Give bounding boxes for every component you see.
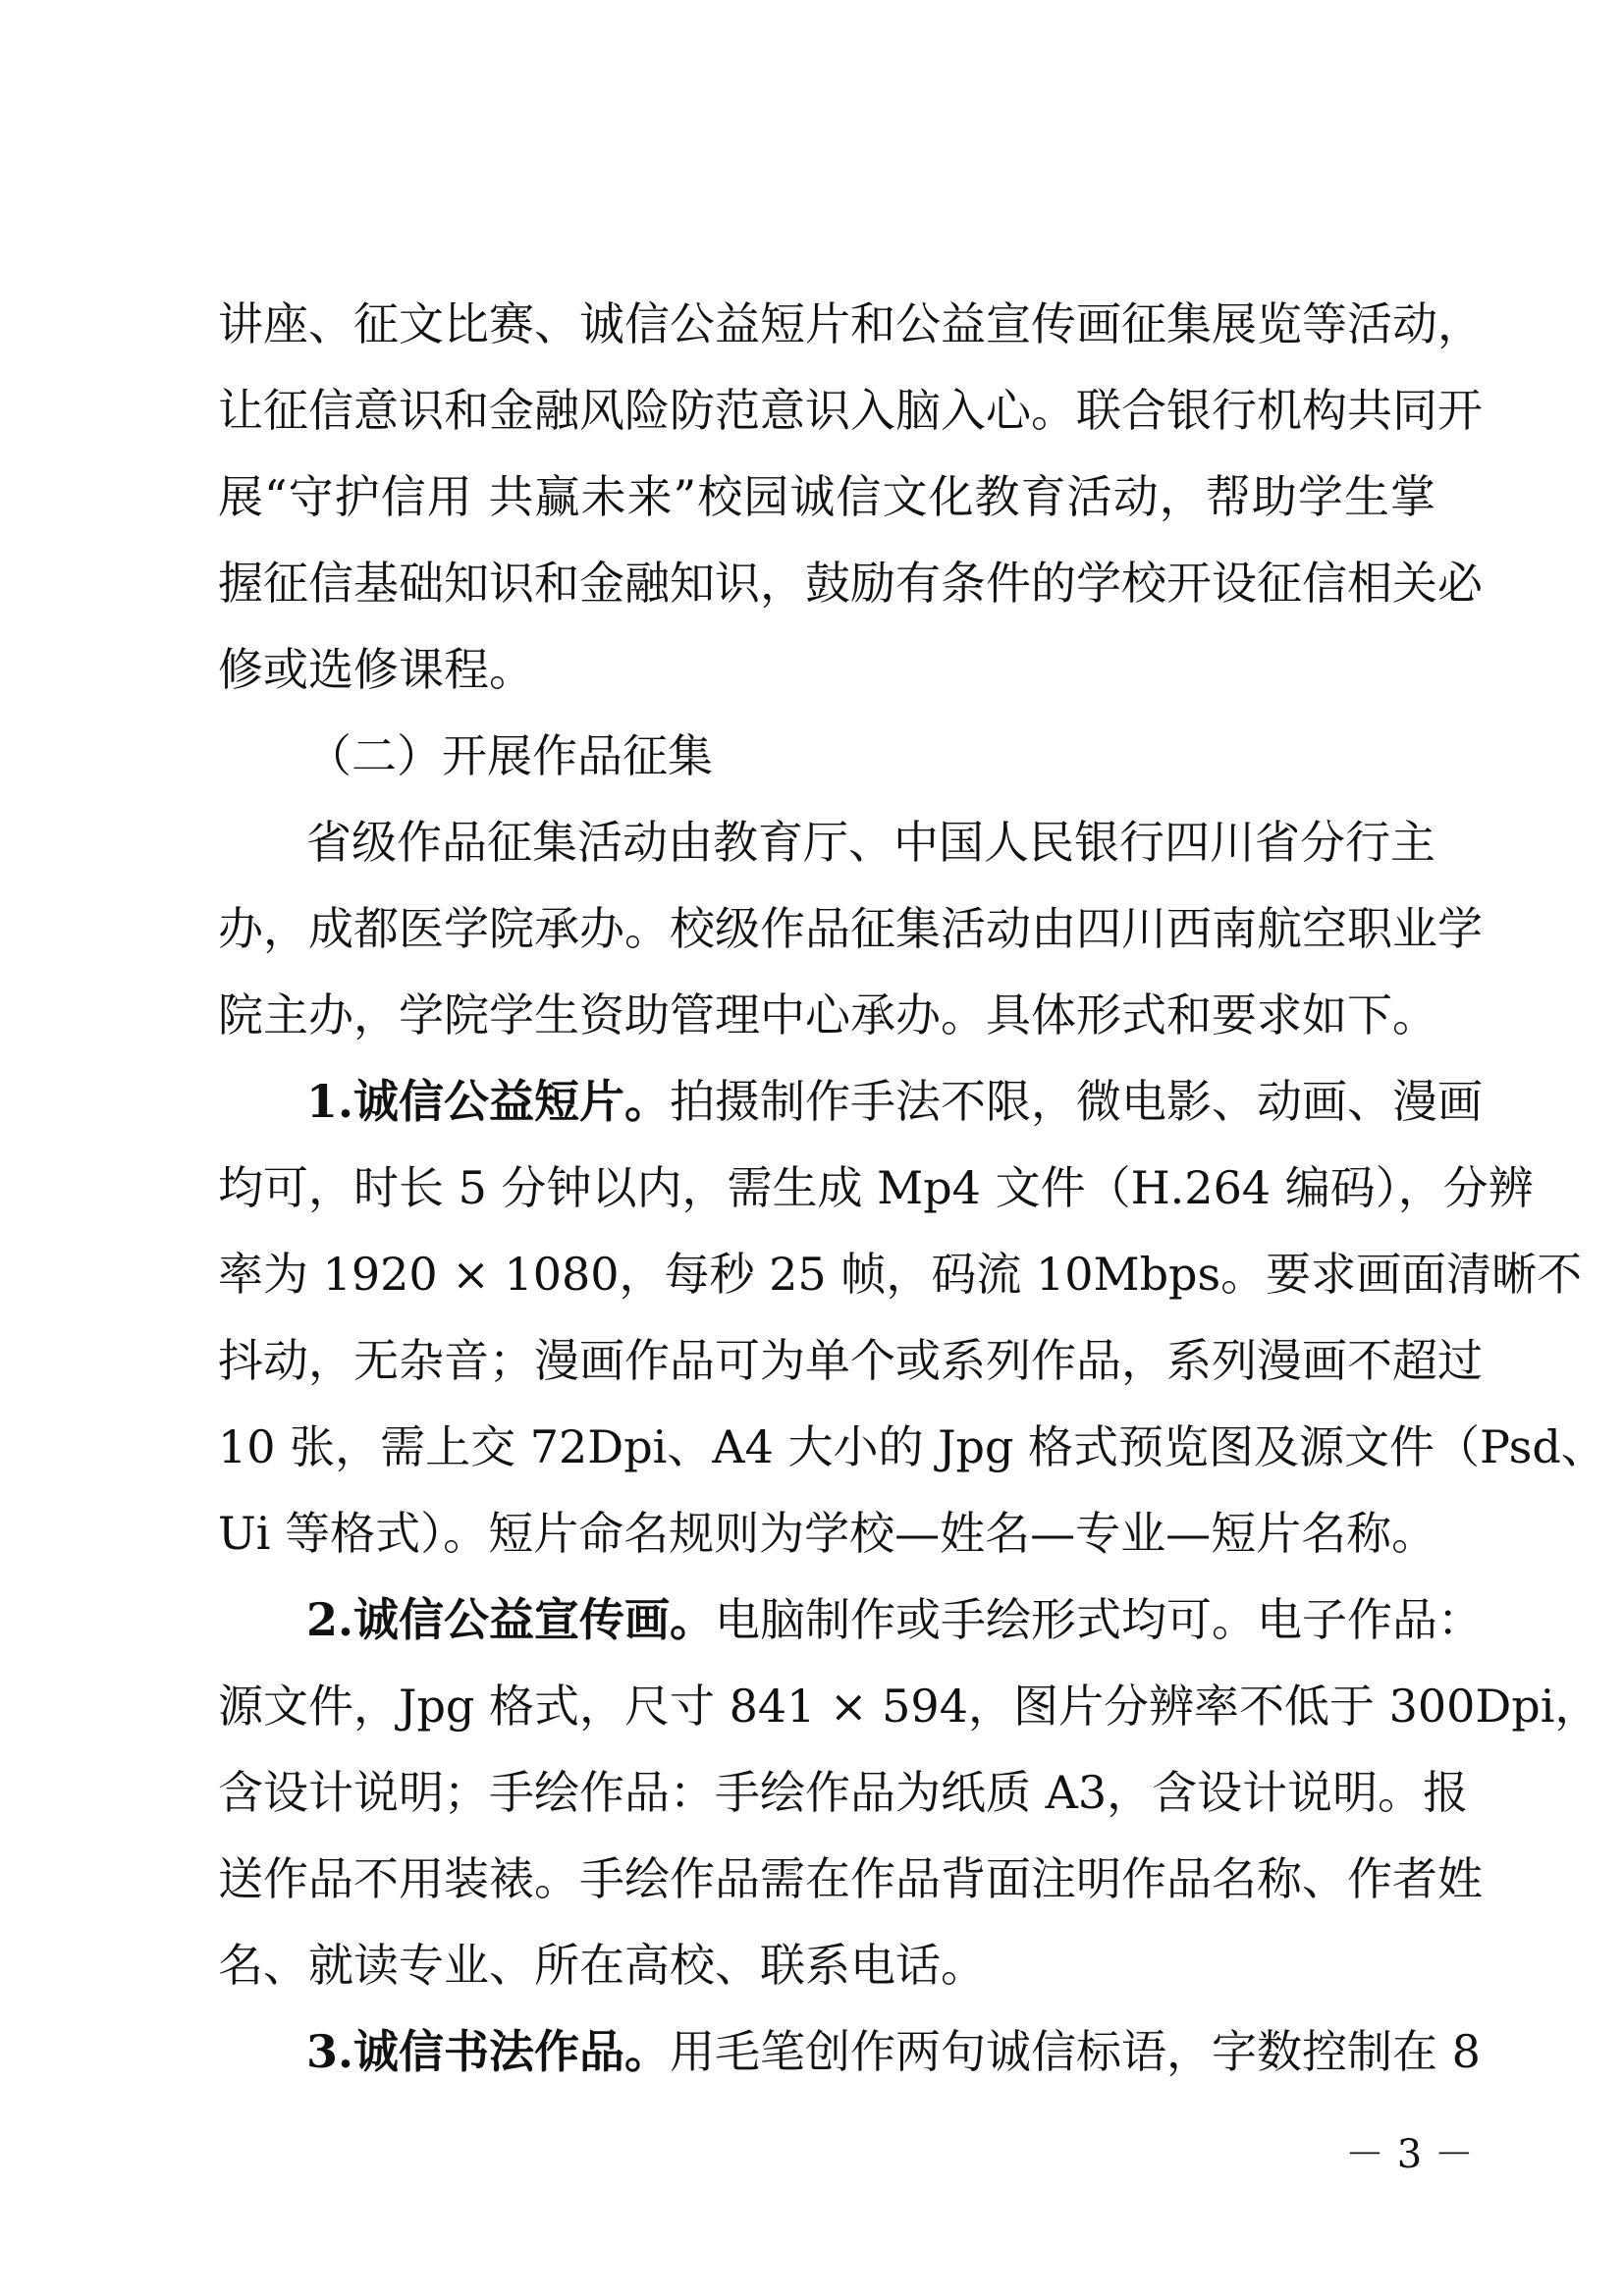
body-line: 省级作品征集活动由教育厅、中国人民银行四川省分行主 [306,816,1435,869]
page-number: － 3 － [1345,2132,1474,2177]
body-line: 办，成都医学院承办。校级作品征集活动由四川西南航空职业学 [218,902,1483,955]
body-line: 修或选修课程。 [218,643,534,696]
section-heading: （二）开展作品征集 [306,729,713,782]
item-first-line [306,1072,1484,1131]
body-line: 送作品不用装裱。手绘作品需在作品背面注明作品名称、作者姓 [218,1852,1483,1905]
body-line: 展“守护信用 共赢未来”校园诚信文化教育活动，帮助学生掌 [218,470,1435,523]
body-line: 率为 1920 × 1080，每秒 25 帧，码流 10Mbps。要求画面清晰不 [218,1248,1583,1301]
item-title: 1.诚信公益短片。 [306,1075,671,1128]
body-line: 源文件，Jpg 格式，尺寸 841 × 594，图片分辨率不低于 300Dpi， [218,1680,1600,1733]
body-line: 让征信意识和金融风险防范意识入脑入心。联合银行机构共同开 [218,384,1483,437]
item-text: 拍摄制作手法不限，微电影、动画、漫画 [670,1075,1484,1128]
body-line: 名、就读专业、所在高校、联系电话。 [218,1939,986,1992]
body-line: 均可，时长 5 分钟以内，需生成 Mp4 文件（H.264 编码），分辨 [218,1161,1534,1214]
item-first-line [306,1590,1484,1649]
body-line: Ui 等格式）。短片命名规则为学校—姓名—专业—短片名称。 [218,1507,1437,1560]
body-line: 10 张，需上交 72Dpi、A4 大小的 Jpg 格式预览图及源文件（Psd、 [218,1420,1606,1473]
body-line: 抖动，无杂音；漫画作品可为单个或系列作品，系列漫画不超过 [218,1334,1483,1387]
item-title: 2.诚信公益宣传画。 [306,1593,716,1646]
body-line: 含设计说明；手绘作品：手绘作品为纸质 A3，含设计说明。报 [218,1766,1469,1819]
body-line: 院主办，学院学生资助管理中心承办。具体形式和要求如下。 [218,988,1437,1041]
item-title: 3.诚信书法作品。 [306,2025,671,2078]
body-line: 讲座、征文比赛、诚信公益短片和公益宣传画征集展览等活动， [218,297,1483,350]
item-text: 电脑制作或手绘形式均可。电子作品： [715,1593,1484,1646]
item-text: 用毛笔创作两句诚信标语，字数控制在 8 [670,2025,1481,2078]
item-first-line [306,2022,1481,2081]
body-line: 握征信基础知识和金融知识，鼓励有条件的学校开设征信相关必 [218,557,1483,610]
